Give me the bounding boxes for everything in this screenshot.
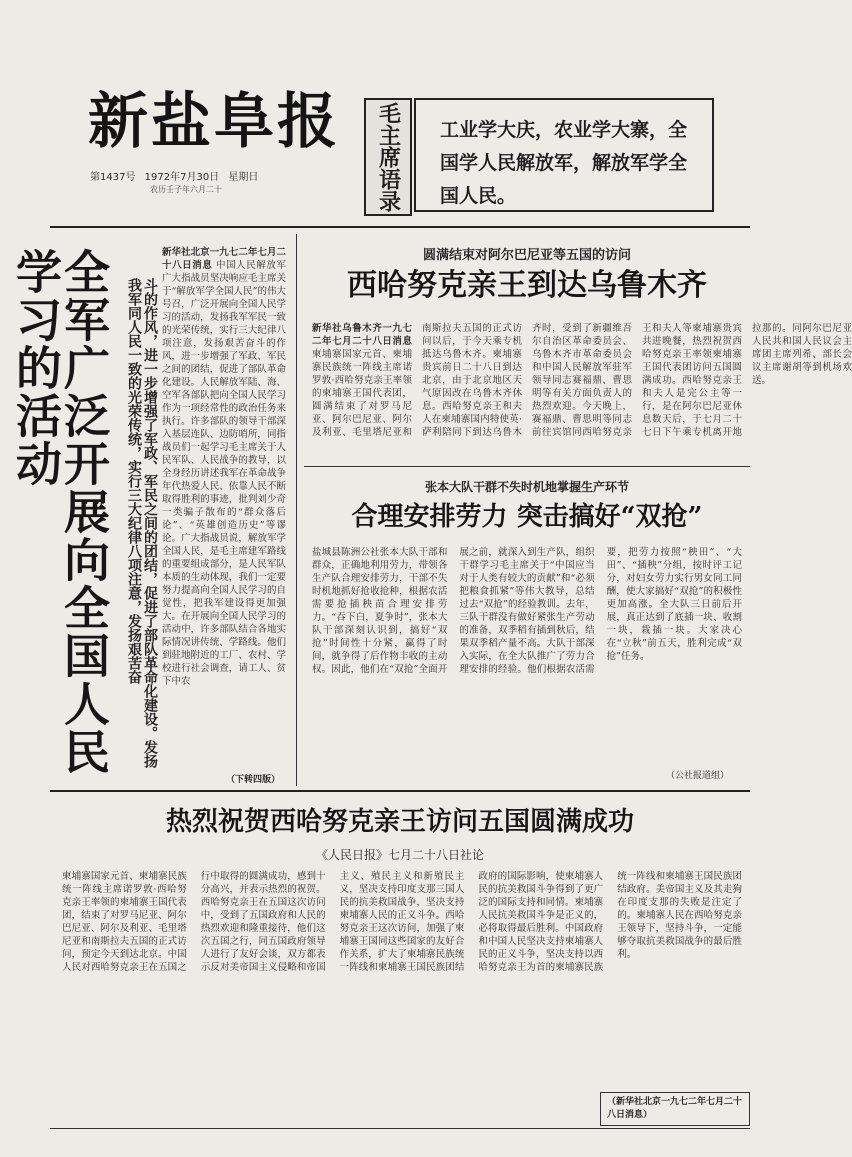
lead-subhead: 斗的作风，进一步增强了军政、军民之间的团结，促进了部队革命化建设。发扬我军同人民一致的光荣传统，实行三大纪律八项注意，发扬艰苦奋 — [126, 278, 158, 768]
labor-body: 盐城县陈洲公社张本大队干部和群众，正确地利用劳力，带领各生产队合理安排劳力，干部不失时机地抓好抢收抢种，根据农活需要抢插秧苗合理安排劳力。“吞下白，夏争时”，张本大队干部深刻认识到，搞好“双抢”时间性十分紧，赢得了时间，就争得了后作物丰收的主动权。因此，他们在“双抢”全面开展之前，就深入到生产队，组织干群学习毛主席关于“中国应当对于人类有较大的贡献”和“必须把粮食抓紧”等伟大教导，总结过去“双抢”的经验教训。去年，三队干群没有做好紧张生产劳动的准备，双季稻有插到秋后，结果双季稻产量不高。大队干部深入实际，在全大队推广了劳力合理安排的经验。他们根据农活需要，把劳力按照“秧田”、“大田”、“插秧”分组，按时评工记分，对妇女劳力实行男女同工同酬，使大家搞好“双抢”的积极性更加高涨。全大队三日前后开展，真正达到了底插一块、收割一块，栽插一块。大家决心在“立秋”前五天，胜利完成“双抢”任务。 — [312, 547, 742, 675]
lead-continued: （下转四版） — [226, 775, 281, 785]
newspaper-title: 新盐阜报 — [88, 87, 340, 157]
footer-rule — [50, 1128, 750, 1129]
issue-line — [90, 168, 360, 183]
labor-credit: （公社报道组） — [666, 771, 730, 781]
lunar-date: 农历壬子年六月二十 — [150, 185, 222, 194]
issue-weekday: 星期日 — [228, 172, 259, 183]
lead-dateline: 新华社北京一九七二年七月二十八日消息 — [162, 247, 286, 271]
sihanouk-body — [312, 322, 852, 450]
sihanouk-body-text: 柬埔寨国家元首、柬埔寨民族统一阵线主席诺罗敦·西哈努克亲王率领的柬埔寨王国代表团，圆满结束了对罗马尼亚、阿尔巴尼亚、阿尔及利亚、毛里塔尼亚和南斯拉夫五国的正式访问以后，于今天乘专机抵达乌鲁木齐。柬埔寨贵宾前日二十八日到达北京，由于北京地区天气原因改在乌鲁木齐休息。西哈努克亲王和夫人在柬埔寨国内特使英·萨利陪同下到达乌鲁木齐时，受到了新疆维吾尔自治区革命委员会、乌鲁木齐市革命委员会和中国人民解放军驻军领导同志赛福鼎、曹思明等有关方面负责人的热烈欢迎。今天晚上，赛福鼎、曹思明等同志前往宾馆同西哈努克亲王和夫人等柬埔寨贵宾共进晚餐，热烈祝贺西哈努克亲王率领柬埔寨王国代表团访问五国圆满成功。西哈努克亲王和夫人是完公主等一行，是在阿尔巴尼亚休息数天后，于七月二十七日下午乘专机离开地拉那的。同阿尔巴尼亚人民共和国人民议会主席团主席列希、部长会议主席谢胡等到机场欢送。 — [312, 323, 852, 438]
editorial-headline: 热烈祝贺西哈努克亲王访问五国圆满成功 — [165, 807, 634, 837]
editorial-body: 柬埔寨国家元首、柬埔寨民族统一阵线主席诺罗敦·西哈努克亲王率领的柬埔寨王国代表团，结束了对罗马尼亚、阿尔巴尼亚、阿尔及利亚、毛里塔尼亚和南斯拉夫五国的正式访问，预定今天到达北京。中国人民对西哈努克亲王在五国之行中取得的圆满成功，感到十分高兴，并表示热烈的祝贺。西哈努克亲王在五国这次访问中，受到了五国政府和人民的热烈欢迎和隆重接待，他们这次五国之行，同五国政府领导人进行了友好会谈，双方都表示反对美帝国主义侵略和帝国主义、殖民主义和新殖民主义，坚决支持印度支那三国人民的抗美救国战争，坚决支持柬埔寨人民的正义斗争。西哈努克亲王这次访问，加强了柬埔寨王国同这些国家的友好合作关系，扩大了柬埔寨民族统一阵线和柬埔寨王国民族团结政府的国际影响，使柬埔寨人民的抗美救国斗争得到了更广泛的国际支持和同情。柬埔寨人民抗美救国斗争是正义的，必将取得最后胜利。中国政府和中国人民坚决支持柬埔寨人民的正义斗争，坚决支持以西哈努克亲王为首的柬埔寨民族统一阵线和柬埔寨王国民族团结政府。美帝国主义及其走狗在印度支那的失败是注定了的。柬埔寨人民在西哈努克亲王领导下，坚持斗争，一定能够夺取抗美救国战争的最后胜利。 — [62, 871, 742, 973]
masthead-rule — [50, 226, 750, 228]
story-divider — [304, 466, 750, 467]
editorial-subtitle: 《人民日报》七月二十八日社论 — [315, 848, 484, 862]
lead-body-text: 中国人民解放军广大指战员坚决响应毛主席关于“解放军学全国人民”的伟大号召，广泛开展向全国人民学习的活动，发扬我军军民一致的光荣传统，实行三大纪律八项注意，发扬艰苦奋斗的作风，进一步增强了军政、军民之间的团结，促进了部队革命化建设。人民解放军陆、海、空军各部队把向全国人民学习作为一项经常性的政治任务来执行。许多部队的领导干部深入基层连队、边防哨所，同指战员们一起学习毛主席关于人民军队、人民战争的教导，以全身经历讲述我军在革命战争年代热爱人民、依靠人民不断取得胜利的事迹，批判刘少奇一类骗子散布的“群众落后论”、“英雄创造历史”等谬论。广大指战员说，解放军学全国人民，是毛主席建军路线的重要组成部分，是人民军队本质的生动体现，我们一定要努力提高向全国人民学习的自觉性，把我军建设得更加强大。在开展向全国人民学习的活动中，许多部队结合各地实际情况讲传统、学路线。他们到驻地附近的工厂、农村、学校进行社会调查，请工人、贫下中农 — [162, 260, 286, 687]
sihanouk-kicker: 圆满结束对阿尔巴尼亚等五国的访问 — [422, 248, 631, 263]
issue-date: 1972年7月30日 — [144, 172, 220, 183]
mao-quote: 工业学大庆，农业学大寨，全国学人民解放军，解放军学全国人民。 — [414, 98, 714, 212]
sihanouk-headline: 西哈努克亲王到达乌鲁木齐 — [347, 268, 707, 303]
sihanouk-dateline: 新华社乌鲁木齐一九七二年七月二十八日消息 — [312, 323, 412, 347]
labor-kicker: 张本大队干群不失时机地掌握生产环节 — [424, 480, 629, 494]
editorial-signoff: （新华社北京一九七二年七月二十八日消息） — [600, 1092, 750, 1126]
mao-quote-tag: 毛主席语录 — [364, 98, 412, 216]
section-rule — [50, 790, 750, 792]
labor-headline: 合理安排劳力 突击搞好“双抢” — [351, 502, 703, 532]
lead-headline: 全军广泛开展向全国人民学习的活动 — [9, 248, 111, 776]
issue-number: 第1437号 — [90, 172, 136, 183]
column-divider — [296, 234, 297, 786]
lead-body — [162, 246, 286, 766]
